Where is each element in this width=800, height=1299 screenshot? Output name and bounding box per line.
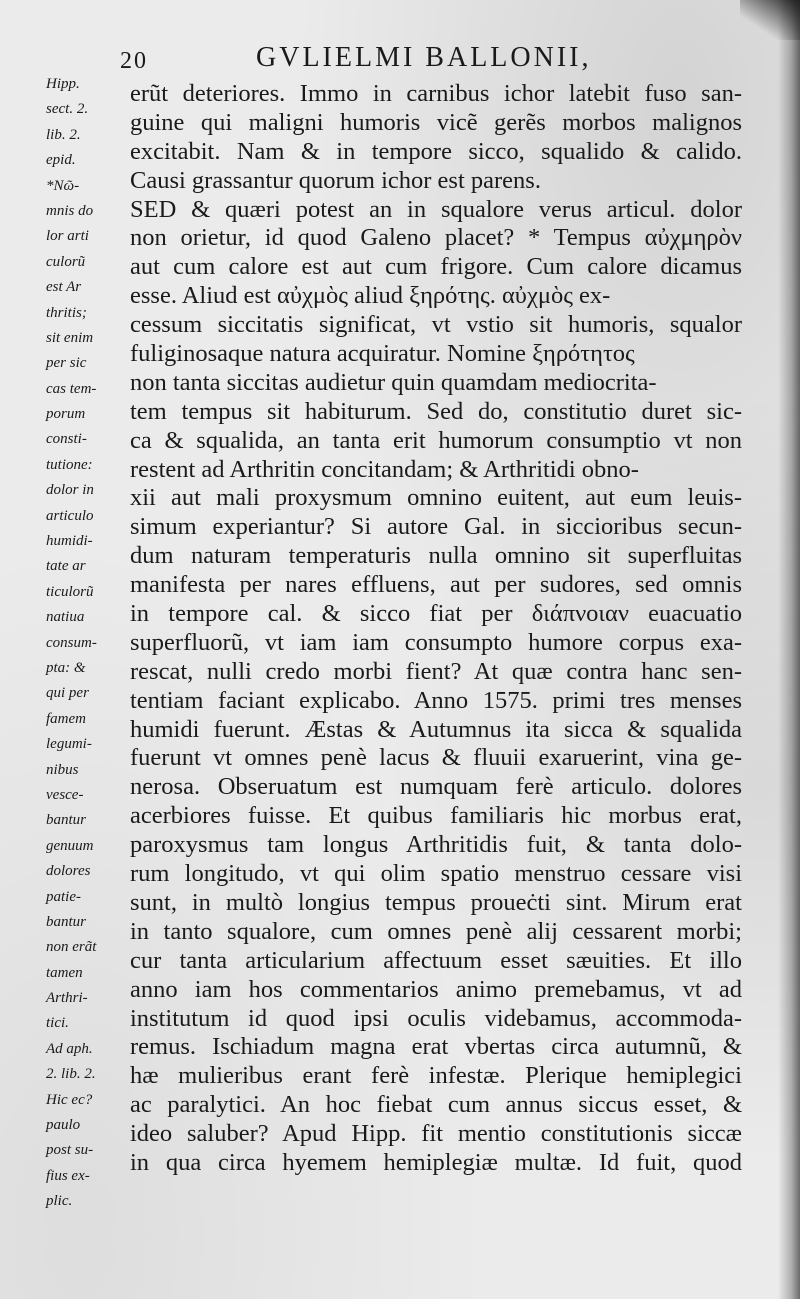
margin-note-line: natiua	[46, 609, 85, 626]
running-head	[118, 42, 678, 82]
margin-note-line: 2. lib. 2.	[46, 1066, 96, 1083]
margin-note-line: Hic ec?	[46, 1091, 93, 1108]
margin-note-line: post su-	[46, 1142, 94, 1159]
text-line: ac paralytici. An hoc fiebat cum annus siccus esset, &	[130, 1091, 742, 1119]
margin-note-line: qui per	[46, 685, 89, 702]
margin-note-line: bantur	[46, 812, 87, 829]
margin-note-line: bantur	[46, 913, 87, 930]
text-line: esse. Aliud est αὐχμὸς aliud ξηρότης. αὐχμὸς ex-	[130, 282, 611, 310]
text-line: erũt deteriores. Immo in carnibus ichor latebit fuso san-	[130, 80, 742, 107]
body-text	[130, 80, 742, 1178]
text-line: excitabit. Nam & in tempore sicco, squalido & calido.	[130, 137, 742, 165]
text-line: nerosa. Obseruatum est numquam ferè articulo. dolores	[130, 773, 742, 801]
margin-note-line: pta: &	[46, 659, 86, 676]
text-line: non tanta siccitas audietur quin quamdam mediocrita-	[130, 368, 657, 396]
page-shadow-edge	[778, 0, 800, 1299]
margin-note-line: *Νῶ-	[46, 177, 80, 194]
text-line: acerbiores fuisse. Et quibus familiaris hic morbus erat,	[130, 802, 742, 830]
text-line: simum experiantur? Si autore Gal. in siccioribus secun-	[130, 513, 742, 541]
text-line: Causi grassantur quorum ichor est parens.	[130, 166, 541, 194]
margin-note-line: lib. 2.	[46, 126, 81, 143]
text-line: institutum id quod ipsi oculis videbamus, accommoda-	[130, 1004, 742, 1032]
text-line: anno iam hos commentarios animo premebamus, vt ad	[130, 975, 742, 1003]
margin-note-line: patie-	[46, 888, 81, 905]
margin-note-line: dolores	[46, 863, 91, 880]
text-line: remus. Ischiadum magna erat vbertas circa autumnũ, &	[130, 1033, 742, 1061]
text-line: humidi fuerunt. Æstas & Autumnus ita sicca & squalida	[130, 715, 742, 743]
text-line: guine qui maligni humoris vicẽ gerẽs morbos malignos	[130, 108, 742, 136]
text-line: in qua circa hyemem hemiplegiæ multæ. Id fuit, quod	[130, 1148, 742, 1176]
text-line: xii aut mali proxysmum omnino euitent, aut eum leuis-	[130, 484, 742, 512]
margin-note-line: non erãt	[46, 939, 97, 956]
text-line: dum naturam temperaturis nulla omnino sit superfluitas	[130, 542, 742, 570]
margin-note-line: dolor in	[46, 482, 94, 499]
margin-note-line: mnis do	[46, 202, 94, 219]
margin-note-line: paulo	[46, 1117, 81, 1134]
text-line: restent ad Arthritin concitandam; & Arthritidi obno-	[130, 455, 639, 483]
margin-note-line: ticulorũ	[46, 583, 94, 600]
text-line: in tempore cal. & sicco fiat per διάπνοιαν euacuatio	[130, 600, 742, 628]
margin-note-line: articulo	[46, 507, 94, 524]
text-line: fuliginosaque natura acquiratur. Nomine ξηρότητος	[130, 340, 635, 368]
margin-note-line: tutione:	[46, 456, 93, 473]
signature-mark	[380, 1262, 420, 1268]
margin-note-line: fius ex-	[46, 1167, 90, 1184]
margin-note-line: tate ar	[46, 558, 86, 575]
margin-note-line: genuum	[46, 837, 94, 854]
marginal-notes	[46, 72, 128, 1215]
margin-note-line: consti-	[46, 431, 87, 448]
margin-note-line: humidi-	[46, 533, 93, 550]
margin-note-line: nibus	[46, 761, 79, 778]
text-line: in tanto squalore, cum omnes penè alij cessarent morbi;	[130, 917, 742, 945]
text-line: rescat, nulli credo morbi fient? At quæ contra hanc sen-	[130, 657, 742, 685]
text-line: rum longitudo, vt qui olim spatio menstruo cessare visi	[130, 860, 742, 888]
page-corner-shadow	[740, 0, 800, 40]
text-line: ideo saluber? Apud Hipp. fit mentio constitutionis siccæ	[130, 1120, 742, 1148]
text-line: cur tanta articularium affectuum esset sæuities. Et illo	[130, 946, 742, 974]
margin-note-line: cas tem-	[46, 380, 97, 397]
margin-note-line: tici.	[46, 1015, 69, 1032]
margin-note-line: famem	[46, 710, 86, 727]
margin-note-line: sit enim	[46, 329, 94, 346]
text-line: fuerunt vt omnes penè lacus & fluuii exaruerint, vina ge-	[130, 744, 742, 772]
margin-note-line: lor arti	[46, 228, 89, 245]
margin-note-line: porum	[46, 406, 86, 423]
margin-note-line: Ad aph.	[46, 1040, 93, 1057]
margin-note-line: consum-	[46, 634, 97, 651]
margin-note-line: epid.	[46, 152, 76, 169]
margin-note-line: legumi-	[46, 736, 92, 753]
margin-note-line: thritis;	[46, 304, 87, 321]
margin-note-line: Hipp.	[46, 76, 80, 92]
text-line: cessum siccitatis significat, vt vstio sit humoris, squalor	[130, 311, 742, 339]
margin-note-line: per sic	[46, 355, 87, 372]
text-line: hæ mulieribus erant ferè infestæ. Plerique hemiplegici	[130, 1062, 742, 1090]
margin-note-line: Arthri-	[46, 990, 88, 1007]
text-line: manifesta per nares effluens, aut per sudores, sed omnis	[130, 571, 742, 599]
text-line: aut cum calore est aut cum frigore. Cum calore dicamus	[130, 253, 742, 281]
margin-note-line: plic.	[46, 1193, 73, 1210]
page-number: 20	[120, 48, 148, 74]
text-line: tentiam faciant explicabo. Anno 1575. primi tres menses	[130, 686, 742, 714]
text-line: non orietur, id quod Galeno placet? * Tempus αὐχμηρὸν	[130, 224, 742, 252]
text-line: ca & squalida, an tanta erit humorum consumptio vt non	[130, 426, 742, 454]
margin-note-line: culorũ	[46, 253, 86, 270]
running-head-title: GVLIELMI BALLONII,	[256, 42, 592, 73]
margin-note-line: tamen	[46, 964, 83, 981]
margin-note-line: sect. 2.	[46, 101, 89, 118]
margin-note-line: vesce-	[46, 786, 84, 803]
text-line: sunt, in multò longius tempus proueċti sint. Mirum erat	[130, 888, 742, 916]
text-line: SED & quæri potest an in squalore verus articul. dolor	[130, 195, 742, 223]
text-line: superfluorũ, vt iam iam consumpto humore corpus exa-	[130, 628, 742, 656]
text-line: paroxysmus tam longus Arthritidis fuit, & tanta dolo-	[130, 831, 742, 859]
margin-note-line: est Ar	[46, 279, 82, 296]
text-line: tem tempus sit habiturum. Sed do, constitutio duret sic-	[130, 397, 742, 425]
